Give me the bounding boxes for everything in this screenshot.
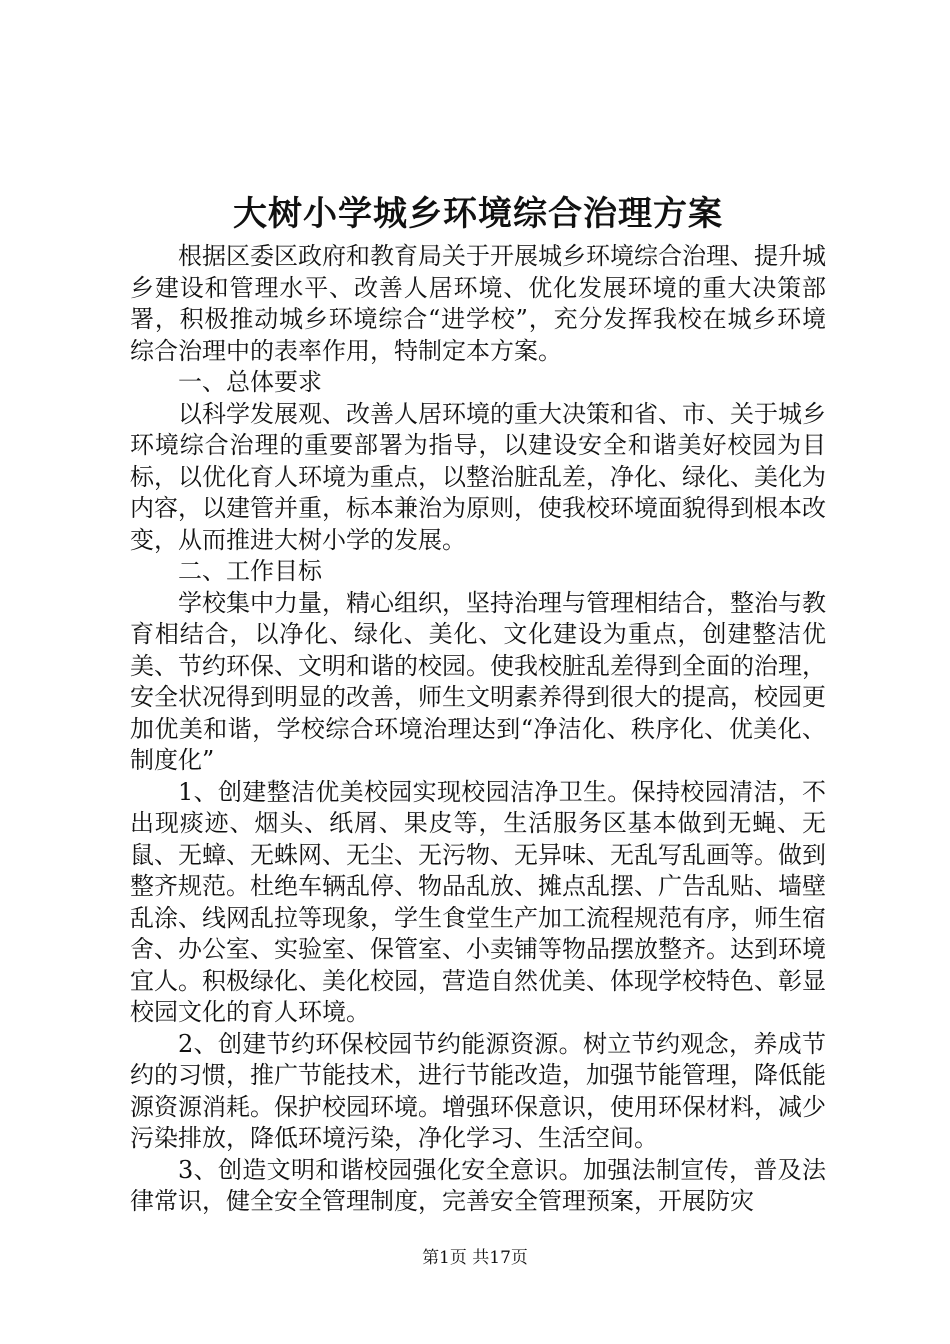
general-requirements-paragraph: 以科学发展观、改善人居环境的重大决策和省、市、关于城乡环境综合治理的重要部署为指导，以建设安全和谐美好校园为目标，以优化育人环境为重点，以整治脏乱差，净化、绿化、美化为内容，以建管并重，标本兼治为原则，使我校环境面貌得到根本改变，从而推进大树小学的发展。: [130, 399, 826, 554]
document-page: [130, 186, 826, 1218]
goal-item-1-paragraph: 1、创建整洁优美校园实现校园洁净卫生。保持校园清洁，不出现痰迹、烟头、纸屑、果皮等，生活服务区基本做到无蝇、无鼠、无蟑、无蛛网、无尘、无污物、无异味、无乱写乱画等。做到整齐规范。杜绝车辆乱停、物品乱放、摊点乱摆、广告乱贴、墙壁乱涂、线网乱拉等现象，学生食堂生产加工流程规范有序，师生宿舍、办公室、实验室、保管室、小卖铺等物品摆放整齐。达到环境宜人。积极绿化、美化校园，营造自然优美、体现学校特色、彰显校园文化的育人环境。: [130, 777, 826, 1026]
work-goals-paragraph: 学校集中力量，精心组织，坚持治理与管理相结合，整治与教育相结合，以净化、绿化、美化、文化建设为重点，创建整洁优美、节约环保、文明和谐的校园。使我校脏乱差得到全面的治理，安全状况得到明显的改善，师生文明素养得到很大的提高，校园更加优美和谐，学校综合环境治理达到“净洁化、秩序化、优美化、制度化”: [130, 588, 826, 774]
document-title: 大树小学城乡环境综合治理方案: [233, 194, 723, 234]
section-heading-general-requirements: 一、总体要求: [178, 368, 322, 396]
page-number-footer: 第1页 共17页: [422, 1248, 528, 1268]
goal-item-2-paragraph: 2、创建节约环保校园节约能源资源。树立节约观念，养成节约的习惯，推广节能技术，进行节能改造，加强节能管理，降低能源资源消耗。保护校园环境。增强环保意识，使用环保材料，减少污染排放，降低环境污染，净化学习、生活空间。: [130, 1029, 826, 1152]
intro-paragraph: 根据区委区政府和教育局关于开展城乡环境综合治理、提升城乡建设和管理水平、改善人居环境、优化发展环境的重大决策部署，积极推动城乡环境综合“进学校”，充分发挥我校在城乡环境综合治理中的表率作用，特制定本方案。: [130, 242, 826, 365]
goal-item-3-paragraph: 3、创造文明和谐校园强化安全意识。加强法制宣传，普及法律常识，健全安全管理制度，完善安全管理预案，开展防灾: [130, 1155, 826, 1215]
section-heading-work-goals: 二、工作目标: [178, 557, 322, 585]
